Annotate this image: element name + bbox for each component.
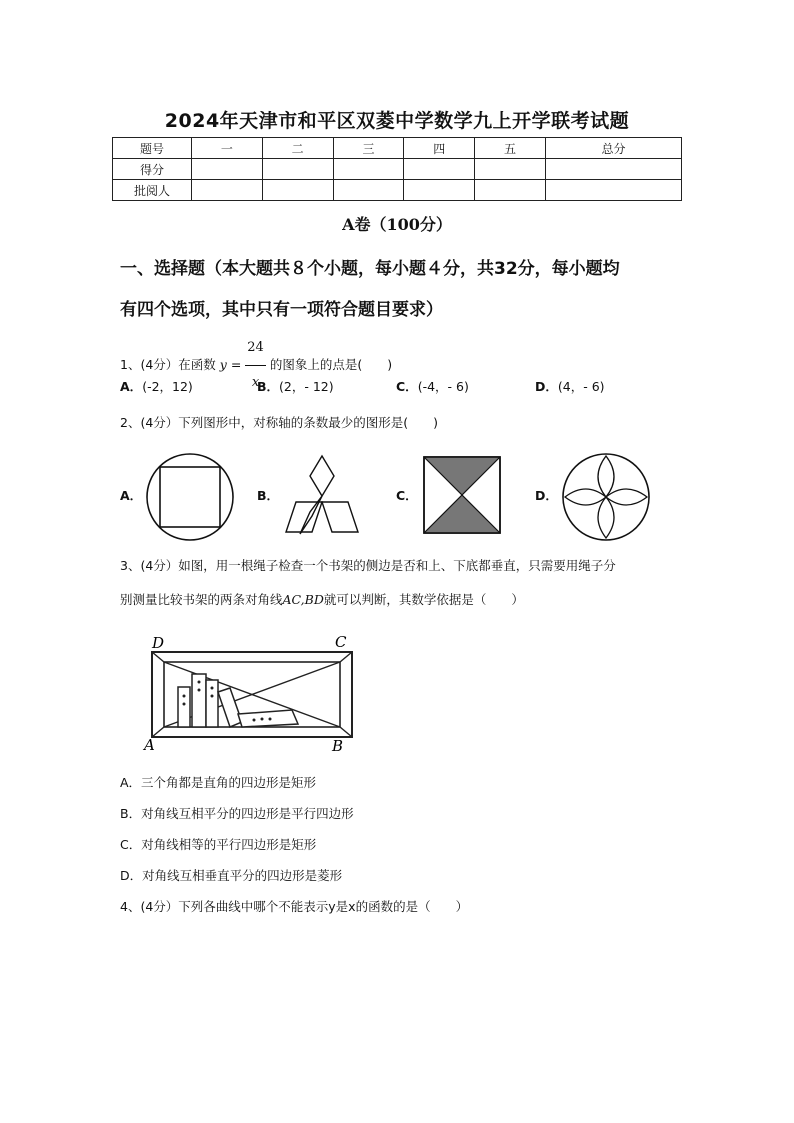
score-cell	[545, 180, 681, 201]
q1-frac-num: 24	[245, 331, 266, 366]
q2-figure-c	[423, 456, 503, 536]
score-cell: 题号	[113, 138, 192, 159]
score-cell	[404, 159, 475, 180]
score-table	[112, 137, 682, 201]
q2-figure-b	[282, 454, 362, 536]
score-cell	[475, 159, 546, 180]
score-cell: 一	[192, 138, 263, 159]
q1-option-b: B．(2，- 12)	[257, 379, 334, 394]
score-cell	[262, 159, 333, 180]
q3-letter-a: A	[144, 736, 155, 754]
score-cell	[333, 180, 404, 201]
q2-label-b: B．	[257, 488, 280, 503]
q1-suffix: 的图象上的点是( )	[269, 357, 393, 372]
q2-label-d: D．	[535, 488, 558, 503]
score-cell	[545, 159, 681, 180]
score-table-row	[113, 180, 682, 201]
q1-prefix: 1、(4分）在函数	[120, 357, 216, 372]
q3-option-d: D．对角线互相垂直平分的四边形是菱形	[120, 868, 343, 883]
q2-label-a: A．	[120, 488, 143, 503]
score-cell	[475, 180, 546, 201]
q2-figure-a	[144, 451, 236, 543]
q1-option-c: C．(-4，- 6)	[396, 379, 469, 394]
q3-letter-d: D	[152, 634, 165, 652]
score-table-header-row	[113, 138, 682, 159]
q2-figure-d	[560, 451, 652, 543]
q3-letter-b: B	[332, 737, 344, 754]
question-2: 2、(4分）下列图形中，对称轴的条数最少的图形是( )	[120, 415, 439, 430]
part1-heading-line2: 有四个选项，其中只有一项符合题目要求）	[120, 300, 443, 320]
section-a-title: A卷（100分）	[342, 215, 452, 234]
q3-option-b: B．对角线互相平分的四边形是平行四边形	[120, 806, 354, 821]
q3-option-c: C．对角线相等的平行四边形是矩形	[120, 837, 317, 852]
score-cell: 得分	[113, 159, 192, 180]
q1-y-eq: y =	[219, 357, 242, 372]
score-cell: 批阅人	[113, 180, 192, 201]
q3-letter-c: C	[335, 633, 347, 651]
score-cell	[262, 180, 333, 201]
q3-bookshelf-figure	[142, 632, 364, 754]
score-cell: 三	[333, 138, 404, 159]
score-cell: 总分	[545, 138, 681, 159]
q2-label-c: C．	[396, 488, 418, 503]
q1-option-d: D．(4，- 6)	[535, 379, 605, 394]
score-cell	[333, 159, 404, 180]
q1-option-a: A．(-2，12)	[120, 379, 193, 394]
score-cell	[192, 180, 263, 201]
score-cell: 二	[262, 138, 333, 159]
question-3-line1: 3、(4分）如图，用一根绳子检查一个书架的侧边是否和上、下底都垂直，只需要用绳子分	[120, 558, 616, 573]
part1-heading-line1: 一、选择题（本大题共８个小题，每小题４分，共32分，每小题均	[120, 259, 620, 279]
score-cell	[404, 180, 475, 201]
score-cell	[192, 159, 263, 180]
q3-option-a: A．三个角都是直角的四边形是矩形	[120, 775, 317, 790]
page-title: 2024年天津市和平区双菱中学数学九上开学联考试题	[164, 110, 630, 132]
q1-frac-den: x	[251, 375, 260, 390]
question-4: 4、(4分）下列各曲线中哪个不能表示y是x的函数的是（ ）	[120, 899, 469, 914]
question-3-line2: 别测量比较书架的两条对角线AC,BD就可以判断，其数学依据是（ ）	[120, 592, 524, 607]
score-cell: 五	[475, 138, 546, 159]
score-cell: 四	[404, 138, 475, 159]
q3-math-acbd: AC,BD	[282, 592, 324, 607]
score-table-row	[113, 159, 682, 180]
